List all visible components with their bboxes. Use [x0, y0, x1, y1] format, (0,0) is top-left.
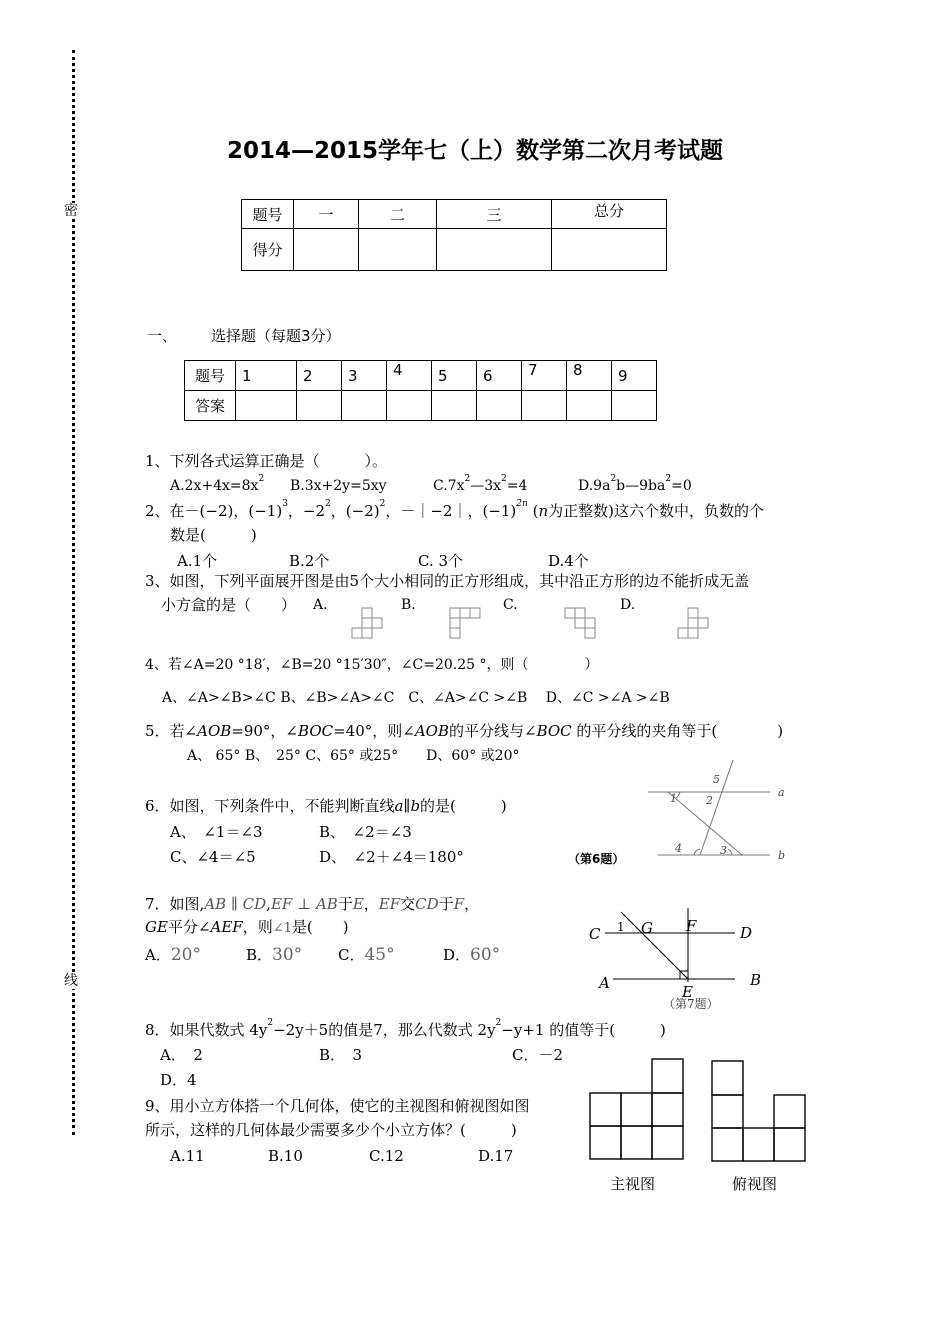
- q2-option-d: D.4个: [548, 552, 589, 570]
- q6-label-1: 1: [670, 792, 677, 805]
- q5-stem: 5．若∠AOB=90°，∠BOC=40°，则∠AOB的平分线与∠BOC 的平分线的夹角等于( ): [145, 722, 784, 740]
- q3-stem: 3、如图，下列平面展开图是由5个大小相同的正方形组成，其中沿正方形的边不能折成无盖: [145, 572, 750, 590]
- q6-label-5: 5: [713, 773, 720, 786]
- answer-cell[interactable]: [297, 391, 342, 421]
- q7-label-d: D: [740, 924, 753, 942]
- answer-num: 9: [612, 361, 657, 391]
- q7-label-1: 1: [617, 920, 625, 934]
- q2-stem-line2: 数是( ): [170, 526, 257, 544]
- answer-num: 8: [567, 361, 612, 391]
- q6-label-3: 3: [720, 844, 727, 857]
- q7-option-c: C．45°: [338, 945, 395, 965]
- score-cell[interactable]: [552, 229, 667, 271]
- answer-cell[interactable]: [387, 391, 432, 421]
- answer-num: 1: [236, 361, 297, 391]
- q1-option-b: B.3x+2y=5xy: [290, 478, 387, 494]
- q7-stem-line2: GE平分∠AEF，则∠1是( ): [145, 918, 349, 936]
- q1-option-c: $C.7x^2—3x^2=4$: [433, 474, 528, 494]
- score-table: [241, 199, 667, 271]
- score-header: 二: [359, 200, 437, 229]
- answer-num: 2: [297, 361, 342, 391]
- answer-num: 5: [432, 361, 477, 391]
- q9-views-figure: [585, 1055, 815, 1170]
- answer-cell[interactable]: [567, 391, 612, 421]
- q7-stem: 7．如图,AB ∥ CD,EF ⊥ AB于E，EF交CD于F，: [145, 895, 480, 913]
- q2-option-a: A.1个: [177, 552, 218, 570]
- q7-label-c: C: [589, 925, 601, 943]
- q7-figure: [585, 900, 775, 1015]
- q6-label-a: a: [778, 786, 785, 799]
- q9-option-d: D.17: [478, 1147, 514, 1165]
- answer-row-label: 答案: [185, 391, 236, 421]
- q5-options: A、 65° B、 25° C、65° 或25° D、60° 或20°: [187, 748, 520, 764]
- q3-option-c: C.: [503, 597, 518, 613]
- q3-option-a: A.: [313, 597, 328, 613]
- q7-label-a: A: [599, 974, 610, 992]
- q8-option-b: B． 3: [319, 1046, 363, 1064]
- q9-label-top-view: 俯视图: [732, 1175, 778, 1193]
- score-header: 总分: [552, 200, 667, 229]
- q6-label-b: b: [778, 849, 786, 862]
- q9-option-b: B.10: [268, 1147, 303, 1165]
- q4-stem: 4、若∠A=20 °18′，∠B=20 °15′30″，∠C=20.25 °，则（ ）: [145, 657, 599, 673]
- q7-figure-caption: （第7题）: [663, 997, 719, 1011]
- q8-stem: 8．如果代数式 $4y^2-2y+5$的值是7，那么代数式 $2y^2-y+1$ 的值等于( ): [145, 1018, 666, 1039]
- q7-label-e: E: [682, 983, 693, 1001]
- answer-num: 4: [387, 361, 432, 391]
- q6-option-c: C、∠4＝∠5: [170, 848, 256, 866]
- q7-option-d: D．60°: [443, 945, 501, 965]
- q9-option-a: A.11: [170, 1147, 205, 1165]
- q6-label-4: 4: [675, 842, 682, 855]
- answer-cell[interactable]: [432, 391, 477, 421]
- score-cell[interactable]: [294, 229, 359, 271]
- q7-label-f: F: [686, 917, 697, 935]
- q7-option-a: A．20°: [145, 945, 201, 965]
- q9-stem: 9、用小立方体搭一个几何体，使它的主视图和俯视图如图: [145, 1097, 530, 1115]
- score-header: 一: [294, 200, 359, 229]
- margin-char-mi: 密: [64, 203, 78, 219]
- q7-option-b: B．30°: [246, 945, 303, 965]
- score-cell[interactable]: [359, 229, 437, 271]
- q2-stem: 2、在－(−2)，$(-1)^3$，$-2^2$，$(-2)^2$，－｜−2｜，$(-1)^{2n}$ (n为正整数)这六个数中，负数的个: [145, 499, 764, 520]
- score-header: 题号: [242, 200, 294, 229]
- q6-option-d: D、 ∠2＋∠4＝180°: [319, 848, 464, 866]
- q4-options: A、∠A>∠B>∠C B、∠B>∠A>∠C C、∠A>∠C >∠B D、∠C >∠A >∠B: [162, 690, 670, 706]
- q9-label-front-view: 主视图: [610, 1175, 656, 1193]
- answer-num: 6: [477, 361, 522, 391]
- q6-figure-caption: （第6题）: [568, 852, 625, 866]
- page-title: 2014—2015学年七（上）数学第二次月考试题: [226, 138, 724, 164]
- q7-label-b: B: [750, 971, 762, 989]
- q6-label-2: 2: [706, 794, 713, 807]
- q1-option-d: $D.9a^2b—9ba^2=0$: [578, 474, 692, 494]
- answer-cell[interactable]: [236, 391, 297, 421]
- q6-option-a: A、 ∠1＝∠3: [170, 823, 263, 841]
- q7-label-g: G: [641, 919, 653, 937]
- q9-stem-line2: 所示，这样的几何体最少需要多少个小立方体？( ): [145, 1121, 517, 1139]
- answer-cell[interactable]: [522, 391, 567, 421]
- answer-cell[interactable]: [477, 391, 522, 421]
- q6-figure: [640, 760, 800, 870]
- q2-option-b: B.2个: [289, 552, 330, 570]
- margin-char-xian: 线: [64, 973, 78, 989]
- q3-nets-figure: [340, 604, 720, 644]
- q2-option-c: C. 3个: [418, 552, 464, 570]
- q8-option-a: A． 2: [160, 1046, 203, 1064]
- q9-option-c: C.12: [369, 1147, 404, 1165]
- score-row-label: 得分: [242, 229, 294, 271]
- q8-option-c: C．－2: [512, 1046, 564, 1064]
- score-cell[interactable]: [437, 229, 552, 271]
- section-title: 选择题（每题3分）: [211, 327, 341, 345]
- answer-cell[interactable]: [342, 391, 387, 421]
- q6-option-b: B、 ∠2＝∠3: [319, 823, 412, 841]
- answer-header: 题号: [185, 361, 236, 391]
- q1-option-a: $A.2x+4x=8x^2$: [170, 474, 265, 494]
- q8-option-d: D．4: [160, 1071, 197, 1089]
- answer-num: 3: [342, 361, 387, 391]
- q1-stem: 1、下列各式运算正确是（ ）。: [145, 452, 388, 470]
- q6-stem: 6．如图，下列条件中，不能判断直线a∥b的是( ): [145, 797, 507, 815]
- answer-table: [184, 360, 657, 421]
- q3-stem-line2: 小方盒的是（ ）: [161, 596, 297, 614]
- answer-num: 7: [522, 361, 567, 391]
- q3-option-b: B.: [401, 597, 416, 613]
- section-number: 一、: [147, 327, 178, 345]
- score-header: 三: [437, 200, 552, 229]
- answer-cell[interactable]: [612, 391, 657, 421]
- q3-option-d: D.: [620, 597, 636, 613]
